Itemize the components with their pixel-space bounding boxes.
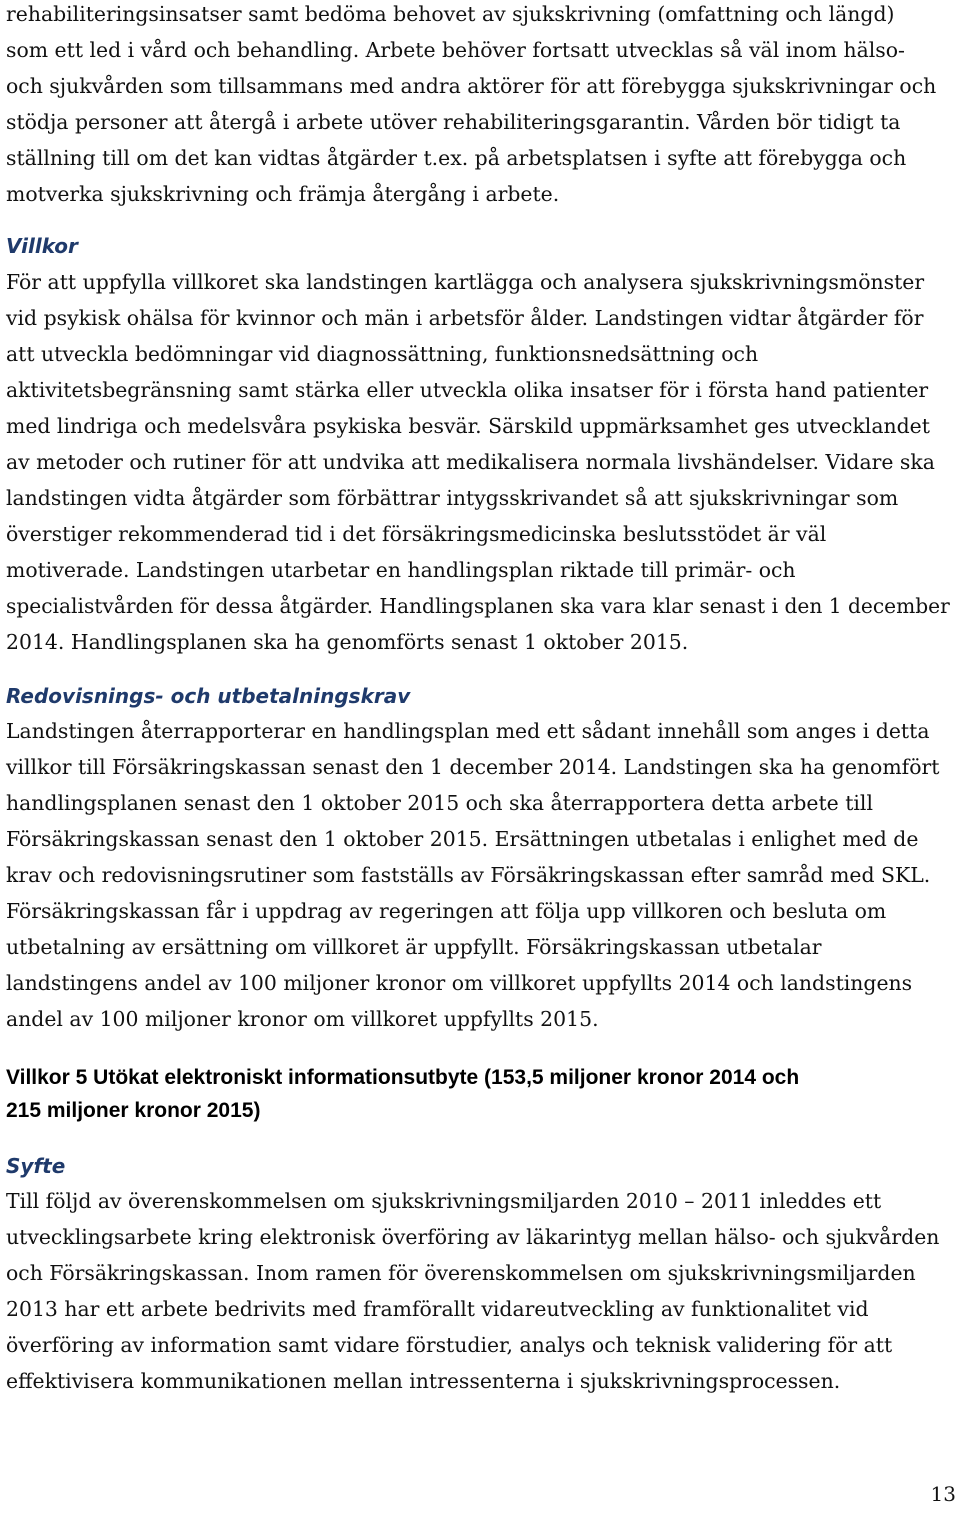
redovisning-line: Landstingen återrapporterar en handlingsplan med ett sådant innehåll som anges i detta xyxy=(6,719,930,743)
villkor-line: med lindriga och medelsvåra psykiska besvär. Särskild uppmärksamhet ges utvecklandet xyxy=(6,414,930,438)
syfte-line: effektivisera kommunikationen mellan intressenterna i sjukskrivningsprocessen. xyxy=(6,1369,841,1393)
intro-line: rehabiliteringsinsatser samt bedöma behovet av sjukskrivning (omfattning och längd) xyxy=(6,2,895,26)
syfte-line: 2013 har ett arbete bedrivits med framförallt vidareutveckling av funktionalitet vid xyxy=(6,1297,869,1321)
intro-line: och sjukvården som tillsammans med andra aktörer för att förebygga sjukskrivningar och xyxy=(6,74,937,98)
villkor-line: aktivitetsbegränsning samt stärka eller utveckla olika insatser för i första hand patienter xyxy=(6,378,929,402)
redovisning-line: landstingens andel av 100 miljoner kronor om villkoret uppfyllts 2014 och landstingens xyxy=(6,971,913,995)
villkor-line: vid psykisk ohälsa för kvinnor och män i arbetsför ålder. Landstingen vidtar åtgärder för xyxy=(6,306,924,330)
syfte-line: Till följd av överenskommelsen om sjukskrivningsmiljarden 2010 – 2011 inleddes ett xyxy=(6,1189,882,1213)
syfte-heading: Syfte xyxy=(6,1154,66,1178)
villkor-line: 2014. Handlingsplanen ska ha genomförts senast 1 oktober 2015. xyxy=(6,630,689,654)
villkor-line: av metoder och rutiner för att undvika att medikalisera normala livshändelser. Vidare ska xyxy=(6,450,935,474)
intro-line: stödja personer att återgå i arbete utöver rehabiliteringsgarantin. Vården bör tidigt ta xyxy=(6,110,901,134)
syfte-line: och Försäkringskassan. Inom ramen för överenskommelsen om sjukskrivningsmiljarden xyxy=(6,1261,916,1285)
villkor-line: motiverade. Landstingen utarbetar en handlingsplan riktade till primär- och xyxy=(6,558,796,582)
redovisning-line: andel av 100 miljoner kronor om villkoret uppfyllts 2015. xyxy=(6,1007,599,1031)
redovisning-line: Försäkringskassan senast den 1 oktober 2015. Ersättningen utbetalas i enlighet med de xyxy=(6,827,919,851)
villkor5-heading-line: Villkor 5 Utökat elektroniskt informationsutbyte (153,5 miljoner kronor 2014 och xyxy=(6,1066,800,1089)
redovisning-line: villkor till Försäkringskassan senast den 1 december 2014. Landstingen ska ha genomfört xyxy=(6,755,940,779)
intro-line: motverka sjukskrivning och främja återgång i arbete. xyxy=(6,182,560,206)
villkor-line: landstingen vidta åtgärder som förbättrar intygsskrivandet så att sjukskrivningar som xyxy=(6,486,899,510)
villkor-line: specialistvården för dessa åtgärder. Handlingsplanen ska vara klar senast i den 1 december xyxy=(6,594,950,618)
villkor-line: överstiger rekommenderad tid i det försäkringsmedicinska beslutsstödet är väl xyxy=(6,522,827,546)
villkor-heading: Villkor xyxy=(6,234,78,258)
intro-line: ställning till om det kan vidtas åtgärder t.ex. på arbetsplatsen i syfte att förebygga och xyxy=(6,146,907,170)
syfte-line: överföring av information samt vidare förstudier, analys och teknisk validering för att xyxy=(6,1333,893,1357)
syfte-line: utvecklingsarbete kring elektronisk överföring av läkarintyg mellan hälso- och sjukvården xyxy=(6,1225,940,1249)
villkor-line: För att uppfylla villkoret ska landstingen kartlägga och analysera sjukskrivningsmönster xyxy=(6,270,925,294)
villkor-line: att utveckla bedömningar vid diagnossättning, funktionsnedsättning och xyxy=(6,342,759,366)
page-number: 13 xyxy=(930,1482,956,1506)
redovisning-line: utbetalning av ersättning om villkoret är uppfyllt. Försäkringskassan utbetalar xyxy=(6,935,822,959)
redovisning-line: krav och redovisningsrutiner som fastställs av Försäkringskassan efter samråd med SKL. xyxy=(6,863,931,887)
redovisning-line: Försäkringskassan får i uppdrag av regeringen att följa upp villkoren och besluta om xyxy=(6,899,887,923)
redovisning-line: handlingsplanen senast den 1 oktober 2015 och ska återrapportera detta arbete till xyxy=(6,791,873,815)
villkor5-heading-line: 215 miljoner kronor 2015) xyxy=(6,1099,261,1122)
redovisning-heading: Redovisnings- och utbetalningskrav xyxy=(6,684,411,708)
intro-line: som ett led i vård och behandling. Arbete behöver fortsatt utvecklas så väl inom hälso- xyxy=(6,38,905,62)
